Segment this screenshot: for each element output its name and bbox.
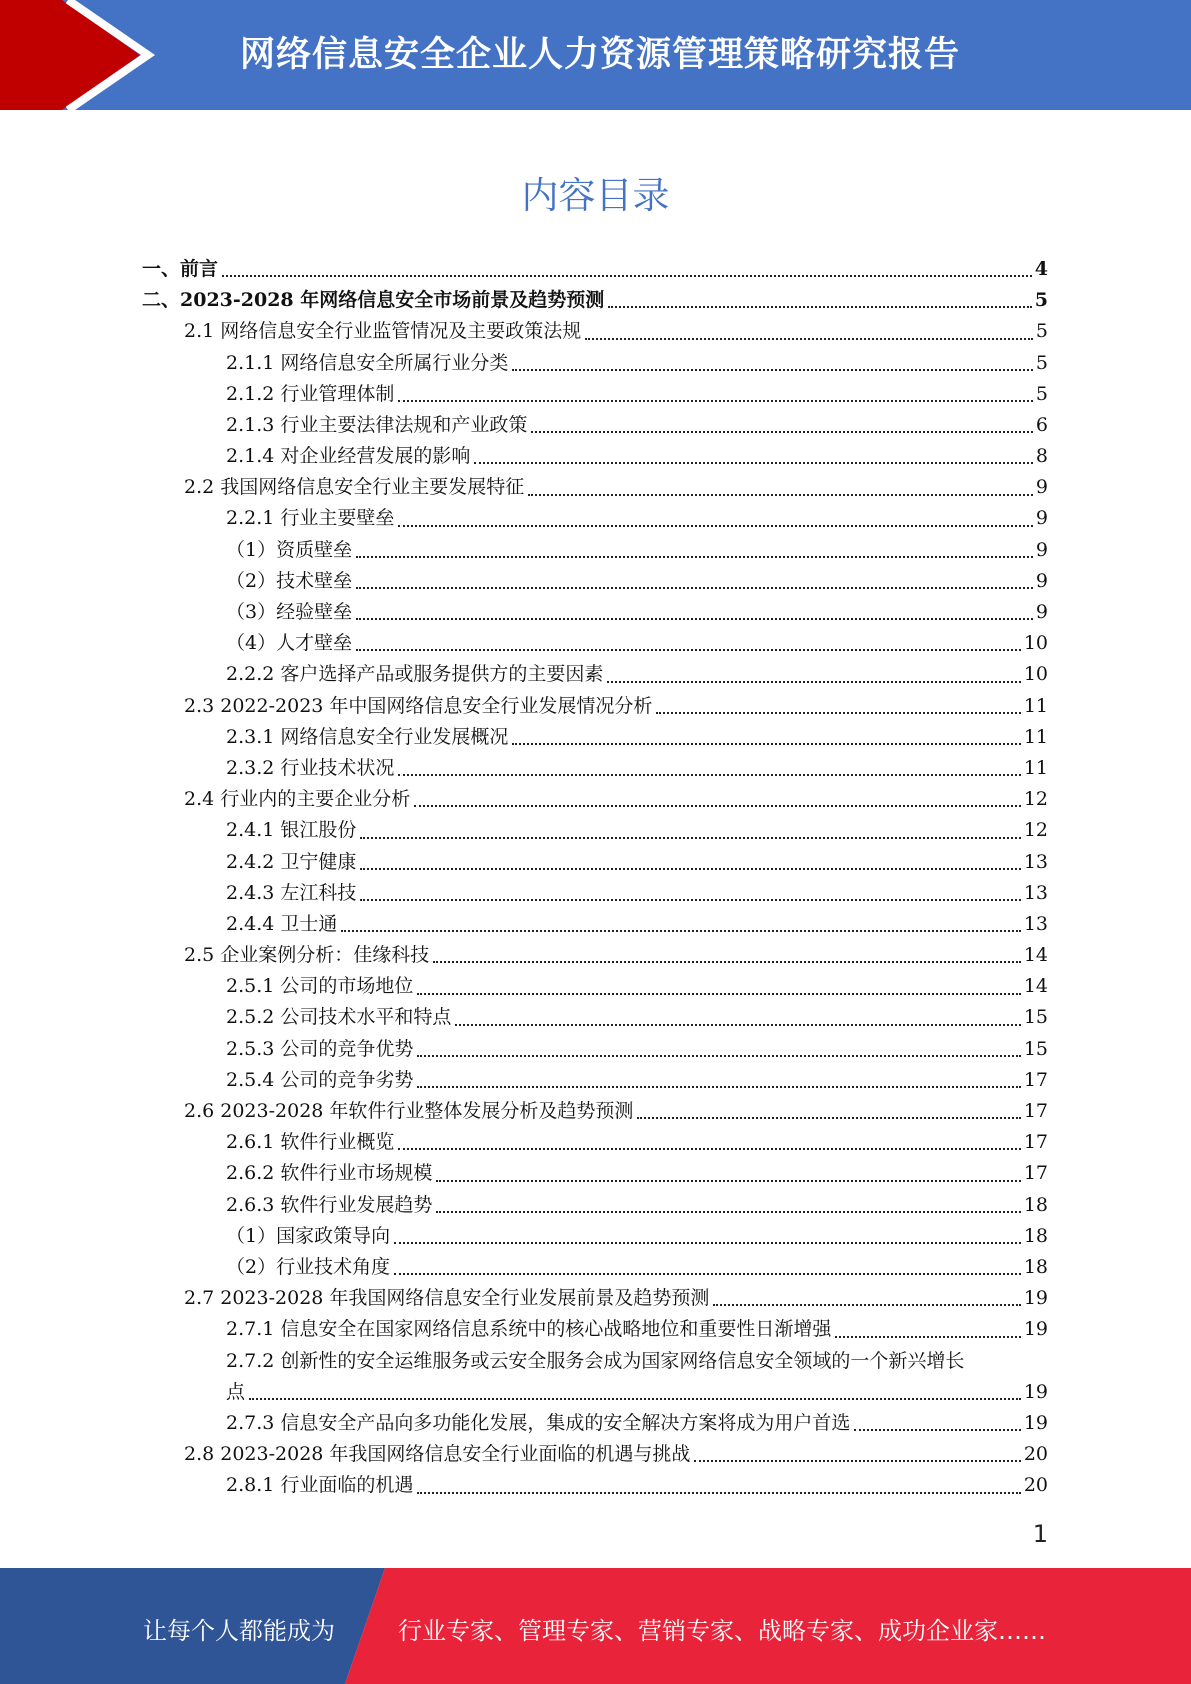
toc-entry-page: 13	[1023, 912, 1048, 935]
toc-entry-page: 17	[1023, 1100, 1048, 1123]
toc-dot-leader	[356, 587, 1033, 589]
toc-dot-leader	[398, 774, 1020, 776]
toc-dot-leader	[417, 993, 1020, 995]
toc-entry-title: （4）人才壁垒	[226, 632, 353, 655]
toc-entry-page: 9	[1035, 601, 1048, 624]
toc-dot-leader	[835, 1336, 1020, 1338]
toc-dot-leader	[436, 1211, 1020, 1213]
footer-slogan-right: 行业专家、管理专家、营销专家、战略专家、成功企业家……	[398, 1617, 1046, 1645]
toc-entry[interactable]	[142, 597, 1048, 628]
toc-entry-title: 一、前言	[142, 257, 219, 280]
toc-dot-leader	[585, 338, 1033, 340]
toc-entry[interactable]	[142, 971, 1048, 1002]
toc-entry-title: 2.7.1 信息安全在国家网络信息系统中的核心战略地位和重要性日渐增强	[226, 1318, 832, 1341]
toc-dot-leader	[455, 1024, 1020, 1026]
toc-dot-leader	[607, 681, 1020, 683]
toc-entry-title: 2.3.2 行业技术状况	[226, 756, 395, 779]
toc-entry[interactable]	[142, 847, 1048, 878]
toc-entry-page: 20	[1023, 1474, 1048, 1497]
toc-dot-leader	[694, 1460, 1020, 1462]
toc-entry-title: 2.4.2 卫宁健康	[226, 850, 357, 873]
toc-entry-title: 2.6.2 软件行业市场规模	[226, 1162, 433, 1185]
toc-entry-page: 5	[1035, 351, 1048, 374]
toc-dot-leader	[417, 1492, 1020, 1494]
toc-entry-title: 2.7.3 信息安全产品向多功能化发展，集成的安全解决方案将成为用户首选	[226, 1411, 851, 1434]
toc-entry-title: 2.1.1 网络信息安全所属行业分类	[226, 351, 509, 374]
toc-entry-title: 2.1.2 行业管理体制	[226, 382, 395, 405]
toc-entry-title: 2.1 网络信息安全行业监管情况及主要政策法规	[184, 320, 582, 343]
toc-dot-leader	[360, 837, 1020, 839]
toc-entry-page: 12	[1023, 788, 1048, 811]
toc-entry-page: 8	[1035, 445, 1048, 468]
toc-entry[interactable]	[142, 535, 1048, 566]
toc-entry-page: 12	[1023, 819, 1048, 842]
toc-entry-title: 2.8 2023-2028 年我国网络信息安全行业面临的机遇与挑战	[184, 1443, 691, 1466]
toc-dot-leader	[528, 494, 1033, 496]
toc-dot-leader	[356, 618, 1033, 620]
toc-dot-leader	[417, 1086, 1020, 1088]
toc-entry[interactable]	[142, 410, 1048, 441]
toc-entry[interactable]	[142, 1158, 1048, 1189]
toc-entry[interactable]	[142, 1190, 1048, 1221]
toc-entry-title: （1）国家政策导向	[226, 1224, 391, 1247]
toc-entry[interactable]	[142, 348, 1048, 379]
toc-dot-leader	[417, 1055, 1020, 1057]
toc-entry[interactable]	[142, 753, 1048, 784]
page-header	[0, 0, 1191, 110]
toc-entry-title: （2）技术壁垒	[226, 569, 353, 592]
toc-entry[interactable]	[142, 1034, 1048, 1065]
toc-dot-leader	[414, 805, 1021, 807]
toc-entry[interactable]	[142, 566, 1048, 597]
table-of-contents	[142, 254, 1048, 1502]
toc-entry-title: 2.1.3 行业主要法律法规和产业政策	[226, 413, 528, 436]
toc-entry[interactable]	[142, 472, 1048, 503]
toc-entry[interactable]	[142, 1470, 1048, 1501]
toc-entry-page: 4	[1034, 257, 1048, 280]
toc-entry-page: 9	[1035, 476, 1048, 499]
toc-dot-leader	[637, 1117, 1020, 1119]
toc-entry[interactable]	[142, 628, 1048, 659]
toc-entry-title: （2）行业技术角度	[226, 1255, 391, 1278]
toc-entry-page: 15	[1023, 1037, 1048, 1060]
toc-entry-page: 20	[1023, 1443, 1048, 1466]
toc-entry[interactable]	[142, 504, 1048, 535]
toc-dot-leader	[854, 1429, 1020, 1431]
toc-entry[interactable]	[142, 1408, 1048, 1439]
toc-entry-page: 6	[1035, 413, 1048, 436]
toc-dot-leader	[531, 431, 1033, 433]
toc-dot-leader	[608, 306, 1032, 308]
page-number: 1	[1032, 1520, 1048, 1548]
toc-entry[interactable]	[142, 1314, 1048, 1345]
toc-entry[interactable]	[142, 316, 1048, 347]
toc-entry-title: （1）资质壁垒	[226, 538, 353, 561]
toc-entry[interactable]	[142, 1221, 1048, 1252]
page-footer	[0, 1568, 1191, 1684]
toc-entry[interactable]	[142, 441, 1048, 472]
toc-entry-title: 2.1.4 对企业经营发展的影响	[226, 445, 471, 468]
toc-dot-leader	[394, 1242, 1021, 1244]
toc-entry-title: 2.5 企业案例分析：佳缘科技	[184, 944, 430, 967]
toc-entry-title: 2.5.3 公司的竞争优势	[226, 1037, 414, 1060]
toc-entry-page: 18	[1023, 1193, 1048, 1216]
toc-dot-leader	[436, 1180, 1020, 1182]
toc-entry-title: 2.4.1 银江股份	[226, 819, 357, 842]
toc-entry-title: 2.8.1 行业面临的机遇	[226, 1474, 414, 1497]
toc-entry[interactable]	[142, 940, 1048, 971]
toc-dot-leader	[394, 1273, 1021, 1275]
toc-entry-page: 11	[1023, 725, 1048, 748]
toc-dot-leader	[356, 556, 1033, 558]
toc-dot-leader	[512, 743, 1020, 745]
toc-entry-page: 18	[1023, 1255, 1048, 1278]
toc-heading: 内容目录	[521, 174, 670, 217]
toc-dot-leader	[398, 525, 1033, 527]
toc-entry-page: 13	[1023, 850, 1048, 873]
toc-entry-title: 2.7.2 创新性的安全运维服务或云安全服务会成为国家网络信息安全领域的一个新兴增长	[226, 1349, 965, 1372]
toc-entry-page: 10	[1023, 632, 1048, 655]
toc-entry-page: 19	[1023, 1380, 1048, 1403]
toc-entry[interactable]	[142, 1096, 1048, 1127]
toc-dot-leader	[433, 961, 1021, 963]
toc-entry-title: 2.4 行业内的主要企业分析	[184, 788, 411, 811]
toc-entry[interactable]	[142, 1346, 1048, 1377]
toc-entry[interactable]	[142, 1252, 1048, 1283]
toc-entry-page: 17	[1023, 1162, 1048, 1185]
toc-entry-title: 2.2 我国网络信息安全行业主要发展特征	[184, 476, 525, 499]
toc-entry[interactable]	[142, 1283, 1048, 1314]
toc-entry-title: 2.6.3 软件行业发展趋势	[226, 1193, 433, 1216]
toc-entry-title: 2.2.1 行业主要壁垒	[226, 507, 395, 530]
toc-entry[interactable]	[142, 691, 1048, 722]
toc-entry-page: 11	[1023, 694, 1048, 717]
toc-entry-title: 2.7 2023-2028 年我国网络信息安全行业发展前景及趋势预测	[184, 1287, 710, 1310]
toc-entry-title: 2.6.1 软件行业概览	[226, 1131, 395, 1154]
toc-entry-page: 9	[1035, 569, 1048, 592]
toc-entry-title: 2.4.4 卫士通	[226, 912, 338, 935]
toc-entry-page: 18	[1023, 1224, 1048, 1247]
report-title: 网络信息安全企业人力资源管理策略研究报告	[240, 35, 961, 75]
toc-entry-title: 2.2.2 客户选择产品或服务提供方的主要因素	[226, 663, 604, 686]
toc-entry-page: 5	[1035, 382, 1048, 405]
toc-entry-page: 17	[1023, 1131, 1048, 1154]
footer-slogan-left: 让每个人都能成为	[143, 1617, 335, 1645]
toc-entry[interactable]	[142, 722, 1048, 753]
toc-entry[interactable]	[142, 878, 1048, 909]
toc-dot-leader	[341, 930, 1020, 932]
toc-entry-page: 5	[1035, 320, 1048, 343]
toc-entry-page: 19	[1023, 1287, 1048, 1310]
toc-entry-title: 2.3.1 网络信息安全行业发展概况	[226, 725, 509, 748]
toc-entry-page: 14	[1023, 944, 1048, 967]
toc-entry[interactable]	[142, 1065, 1048, 1096]
toc-entry[interactable]	[142, 1439, 1048, 1470]
toc-dot-leader	[398, 1148, 1020, 1150]
toc-dot-leader	[222, 275, 1032, 277]
toc-entry-page: 11	[1023, 756, 1048, 779]
toc-dot-leader	[360, 868, 1020, 870]
toc-entry-page: 19	[1023, 1318, 1048, 1341]
toc-entry-page: 19	[1023, 1411, 1048, 1434]
toc-entry-page: 14	[1023, 975, 1048, 998]
toc-entry-page: 9	[1035, 538, 1048, 561]
toc-entry[interactable]	[142, 254, 1048, 285]
toc-entry[interactable]	[142, 1127, 1048, 1158]
toc-dot-leader	[512, 369, 1033, 371]
toc-entry-page: 5	[1034, 289, 1048, 312]
toc-entry[interactable]	[142, 784, 1048, 815]
toc-entry-title: 2.6 2023-2028 年软件行业整体发展分析及趋势预测	[184, 1100, 634, 1123]
toc-entry-title: 2.5.4 公司的竞争劣势	[226, 1068, 414, 1091]
toc-entry-title: （3）经验壁垒	[226, 601, 353, 624]
toc-entry-title: 2.3 2022-2023 年中国网络信息安全行业发展情况分析	[184, 694, 653, 717]
toc-entry-page: 10	[1023, 663, 1048, 686]
toc-entry-title: 2.5.2 公司技术水平和特点	[226, 1006, 452, 1029]
toc-entry-title: 2.4.3 左江科技	[226, 881, 357, 904]
toc-entry[interactable]	[142, 909, 1048, 940]
toc-dot-leader	[398, 400, 1033, 402]
toc-entry-title: 二、2023-2028 年网络信息安全市场前景及趋势预测	[142, 289, 605, 312]
toc-dot-leader	[474, 462, 1033, 464]
toc-entry[interactable]	[142, 285, 1048, 316]
toc-entry[interactable]	[142, 1377, 1048, 1408]
toc-entry[interactable]	[142, 1003, 1048, 1034]
toc-dot-leader	[656, 712, 1020, 714]
toc-dot-leader	[249, 1398, 1021, 1400]
toc-entry[interactable]	[142, 379, 1048, 410]
toc-entry[interactable]	[142, 659, 1048, 690]
toc-entry-page: 9	[1035, 507, 1048, 530]
toc-entry-title: 2.5.1 公司的市场地位	[226, 975, 414, 998]
toc-dot-leader	[713, 1304, 1020, 1306]
toc-entry-page: 13	[1023, 881, 1048, 904]
toc-dot-leader	[360, 899, 1020, 901]
toc-dot-leader	[356, 649, 1021, 651]
toc-entry[interactable]	[142, 815, 1048, 846]
toc-entry-page: 17	[1023, 1068, 1048, 1091]
toc-entry-page: 15	[1023, 1006, 1048, 1029]
toc-entry-title: 点	[226, 1380, 246, 1403]
